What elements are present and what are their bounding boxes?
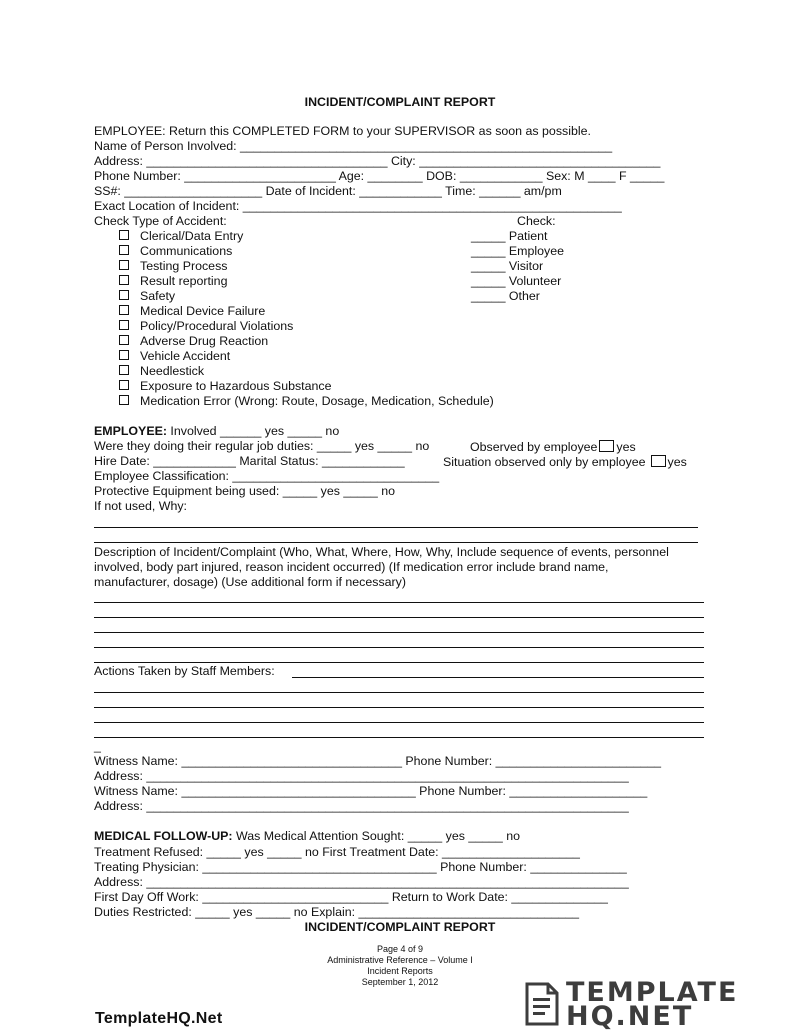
hire-marital-field[interactable]: Hire Date: ____________ Marital Status: ____________: [94, 454, 405, 468]
ss-date-time-field[interactable]: SS#: ____________________ Date of Incident: ____________ Time: ______ am/pm: [94, 184, 562, 198]
if-not-used-line[interactable]: [94, 527, 698, 528]
person-type-visitor[interactable]: _____ Visitor: [471, 259, 544, 273]
footer-section: Incident Reports: [367, 966, 433, 976]
description-text-2: involved, body part injured, reason incident occurred) (If medication error include brand name,: [94, 560, 609, 574]
document-icon: [524, 982, 560, 1026]
footer-reference: Administrative Reference – Volume I: [327, 955, 473, 965]
templatehq-logo: [524, 977, 739, 1032]
footer-page: Page 4 of 9: [376, 944, 424, 954]
checkbox-icon[interactable]: [119, 305, 129, 315]
check-right-label: Check:: [517, 214, 556, 228]
accident-type-item[interactable]: Needlestick: [119, 364, 204, 379]
accident-type-item[interactable]: Vehicle Accident: [119, 349, 230, 364]
protective-equipment-field[interactable]: Protective Equipment being used: _____ yes _____ no: [94, 484, 396, 498]
accident-type-item[interactable]: Testing Process: [119, 259, 227, 274]
description-line[interactable]: [94, 632, 704, 633]
accident-type-item[interactable]: Adverse Drug Reaction: [119, 334, 268, 349]
accident-type-item[interactable]: Exposure to Hazardous Substance: [119, 379, 331, 394]
medical-sought-field[interactable]: Was Medical Attention Sought: _____ yes _____ no: [232, 829, 521, 843]
accident-type-item[interactable]: Result reporting: [119, 274, 227, 289]
location-field[interactable]: Exact Location of Incident: _______________________________________________________: [94, 199, 622, 213]
witness-address-2[interactable]: Address: ______________________________________________________________________: [94, 799, 629, 813]
actions-line[interactable]: [94, 737, 704, 738]
description-line[interactable]: [94, 662, 704, 663]
situation-observed[interactable]: Situation observed only by employee yes: [443, 455, 687, 469]
accident-type-item[interactable]: Medical Device Failure: [119, 304, 265, 319]
witness-name-2[interactable]: Witness Name: __________________________________ Phone Number: ____________________: [94, 784, 648, 798]
witness-address-1[interactable]: Address: ______________________________________________________________________: [94, 769, 629, 783]
checkbox-icon[interactable]: [119, 395, 129, 405]
description-line[interactable]: [94, 617, 704, 618]
if-not-used-label: If not used, Why:: [94, 499, 187, 513]
employee-involved-field[interactable]: Involved ______ yes _____ no: [166, 424, 340, 438]
description-text-1: Description of Incident/Complaint (Who, What, Where, How, Why, Include sequence of events, personnel: [94, 545, 669, 559]
medical-sought-row[interactable]: [94, 829, 520, 844]
actions-label: Actions Taken by Staff Members:: [94, 664, 275, 678]
checkbox-icon[interactable]: [119, 365, 129, 375]
intro-instruction: EMPLOYEE: Return this COMPLETED FORM to your SUPERVISOR as soon as possible.: [94, 124, 591, 138]
checkbox-icon[interactable]: [119, 380, 129, 390]
description-text-3: manufacturer, dosage) (Use additional form if necessary): [94, 575, 406, 589]
if-not-used-line[interactable]: [94, 542, 698, 543]
classification-field[interactable]: Employee Classification: ______________________________: [94, 469, 440, 483]
checkbox-icon[interactable]: [119, 290, 129, 300]
form-title: INCIDENT/COMPLAINT REPORT: [304, 95, 496, 109]
footer-date: September 1, 2012: [361, 977, 439, 987]
accident-type-item[interactable]: Policy/Procedural Violations: [119, 319, 293, 334]
accident-type-item[interactable]: Safety: [119, 289, 175, 304]
actions-dash: _: [94, 739, 101, 753]
phone-age-dob-sex-field[interactable]: Phone Number: ______________________ Age: ________ DOB: ____________ Sex: M ____ F _____: [94, 169, 665, 183]
actions-line[interactable]: [292, 677, 704, 678]
checkbox-icon[interactable]: [651, 455, 666, 467]
logo-text-bottom: HQ.NET: [566, 1001, 694, 1032]
treatment-refused-field[interactable]: Treatment Refused: _____ yes _____ no First Treatment Date: ____________________: [94, 845, 580, 859]
observed-by-employee[interactable]: Observed by employee yes: [470, 440, 636, 454]
checkbox-icon[interactable]: [119, 260, 129, 270]
person-type-other[interactable]: _____ Other: [471, 289, 540, 303]
checkbox-icon[interactable]: [119, 350, 129, 360]
treating-physician-field[interactable]: Treating Physician: __________________________________ Phone Number: ______________: [94, 860, 627, 874]
physician-address-field[interactable]: Address: ______________________________________________________________________: [94, 875, 629, 889]
description-line[interactable]: [94, 647, 704, 648]
checkbox-icon[interactable]: [119, 230, 129, 240]
witness-name-1[interactable]: Witness Name: ________________________________ Phone Number: ________________________: [94, 754, 662, 768]
first-day-off-field[interactable]: First Day Off Work: ___________________________ Return to Work Date: ______________: [94, 890, 608, 904]
accident-type-item[interactable]: Clerical/Data Entry: [119, 229, 243, 244]
medical-section-label: MEDICAL FOLLOW-UP:: [94, 829, 233, 843]
checkbox-icon[interactable]: [119, 245, 129, 255]
form-title-bottom: INCIDENT/COMPLAINT REPORT: [304, 920, 496, 934]
accident-type-item[interactable]: Medication Error (Wrong: Route, Dosage, Medication, Schedule): [119, 394, 494, 409]
person-type-patient[interactable]: _____ Patient: [471, 229, 548, 243]
person-type-volunteer[interactable]: _____ Volunteer: [471, 274, 562, 288]
person-type-employee[interactable]: _____ Employee: [471, 244, 564, 258]
check-type-label: Check Type of Accident:: [94, 214, 227, 228]
address-city-field[interactable]: Address: ___________________________________ City: ___________________________________: [94, 154, 661, 168]
regular-duties-field[interactable]: Were they doing their regular job duties: _____ yes _____ no: [94, 439, 430, 453]
logo-text-top: TEMPLATE: [566, 977, 739, 1008]
duties-restricted-field[interactable]: Duties Restricted: _____ yes _____ no Explain: ________________________________: [94, 905, 580, 919]
employee-section-label: EMPLOYEE:: [94, 424, 167, 438]
checkbox-icon[interactable]: [599, 440, 614, 452]
description-line[interactable]: [94, 602, 704, 603]
watermark-text: TemplateHQ.Net: [95, 1010, 223, 1027]
employee-involved-row[interactable]: [94, 424, 339, 439]
actions-line[interactable]: [94, 722, 704, 723]
checkbox-icon[interactable]: [119, 275, 129, 285]
checkbox-icon[interactable]: [119, 335, 129, 345]
checkbox-icon[interactable]: [119, 320, 129, 330]
accident-type-item[interactable]: Communications: [119, 244, 232, 259]
name-field[interactable]: Name of Person Involved: ______________________________________________________: [94, 139, 613, 153]
actions-line[interactable]: [94, 707, 704, 708]
actions-line[interactable]: [94, 692, 704, 693]
